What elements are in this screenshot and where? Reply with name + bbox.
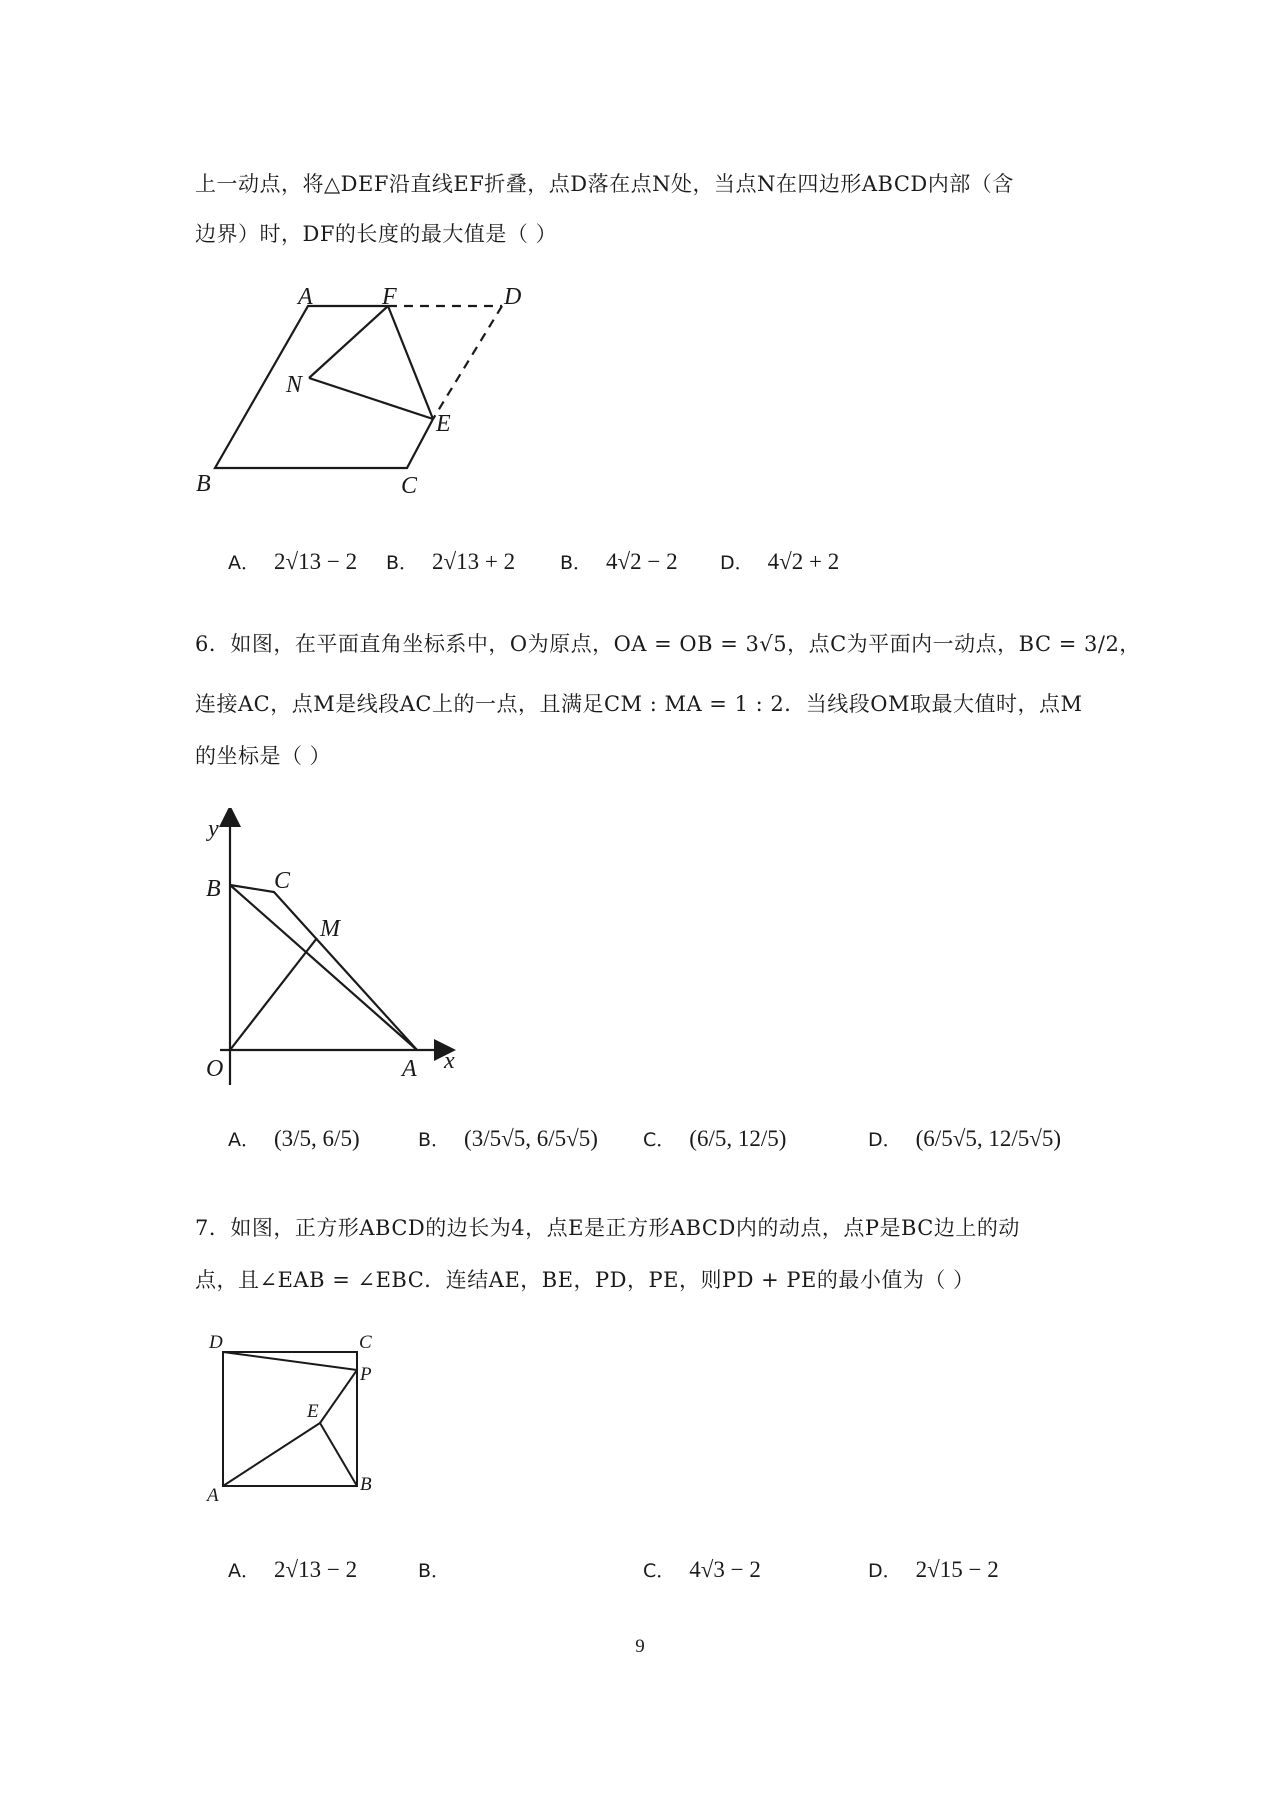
q6-choice-b[interactable]: B． (3/5√5, 6/5√5): [418, 1126, 598, 1151]
q5-choice-a[interactable]: A． 2√13 − 2: [228, 549, 358, 574]
q7-choice-c[interactable]: C． 4√3 − 2: [643, 1557, 761, 1582]
q5-text-line-1: 上一动点，将△DEF沿直线EF折叠，点D落在点N处，当点N在四边形ABCD内部（含: [195, 172, 1014, 196]
q5-text-line-2: 边界）时，DF的长度的最大值是（ ）: [195, 222, 558, 246]
q6-text-line-1: 6．如图，在平面直角坐标系中，O为原点，OA = OB = 3√5，点C为平面内一动点，BC = 3/2，: [195, 632, 1141, 656]
q5-label-A: A: [298, 284, 313, 310]
q5-label-F: F: [382, 284, 397, 310]
q5-label-D: D: [504, 284, 522, 310]
q5-figure: [190, 280, 550, 505]
q6-label-M: M: [320, 916, 340, 942]
q7-label-P: P: [360, 1364, 372, 1385]
q5-choice-b[interactable]: B． 2√13 + 2: [386, 549, 516, 574]
q7-segment-AE: [223, 1423, 320, 1486]
q7-label-B: B: [360, 1474, 372, 1495]
q7-segment-EB: [320, 1423, 357, 1486]
q7-choice-b[interactable]: B．: [418, 1560, 451, 1582]
q7-segment-PE: [320, 1370, 357, 1423]
q7-square: [223, 1352, 357, 1486]
q6-label-B: B: [206, 876, 221, 902]
q5-label-N: N: [286, 372, 303, 398]
q6-choice-c[interactable]: C． (6/5, 12/5): [643, 1126, 787, 1151]
q7-text-line-2: 点，且∠EAB = ∠EBC．连结AE，BE，PD，PE，则PD + PE的最小值为（ ）: [195, 1268, 975, 1292]
q6-choice-d[interactable]: D． (6/5√5, 12/5√5): [868, 1126, 1061, 1151]
q7-text-line-1: 7．如图，正方形ABCD的边长为4，点E是正方形ABCD内的动点，点P是BC边上的动: [195, 1216, 1020, 1240]
q5-choice-d[interactable]: D． 4√2 + 2: [720, 549, 840, 574]
q7-choice-d[interactable]: D． 2√15 − 2: [868, 1557, 999, 1582]
q7-label-A: A: [207, 1485, 219, 1505]
q5-dashed-DE: [433, 306, 502, 419]
q5-fold-NE: [309, 378, 433, 419]
q5-parallelogram-solid: [215, 306, 433, 468]
q7-label-D: D: [209, 1332, 223, 1353]
q7-figure: [195, 1330, 395, 1505]
q7-label-E: E: [307, 1401, 319, 1422]
q6-figure: [190, 808, 470, 1088]
q6-text-line-3: 的坐标是（ ）: [195, 744, 332, 768]
q5-label-E: E: [436, 411, 451, 437]
q7-label-C: C: [359, 1332, 372, 1353]
q6-segment-BA: [230, 885, 417, 1050]
q5-label-C: C: [401, 473, 418, 499]
q6-label-A: A: [402, 1056, 417, 1082]
q6-label-O: O: [206, 1056, 224, 1082]
q6-label-C: C: [274, 868, 291, 894]
q5-fold-FN: [309, 306, 388, 378]
q5-fold-FE: [388, 306, 433, 419]
q6-choice-a[interactable]: A． (3/5, 6/5): [228, 1126, 360, 1151]
q6-label-x: x: [444, 1048, 455, 1074]
q7-segment-DP: [223, 1352, 357, 1370]
q5-choice-c[interactable]: B． 4√2 − 2: [560, 549, 678, 574]
q6-segment-OM: [230, 938, 317, 1050]
q6-text-line-2: 连接AC，点M是线段AC上的一点，且满足CM : MA = 1 : 2．当线段OM取最大值时，点M: [195, 692, 1083, 716]
page-number: 9: [635, 1636, 645, 1657]
q7-choice-a[interactable]: A． 2√13 − 2: [228, 1557, 358, 1582]
q6-label-y: y: [208, 816, 219, 842]
q5-label-B: B: [196, 471, 211, 497]
